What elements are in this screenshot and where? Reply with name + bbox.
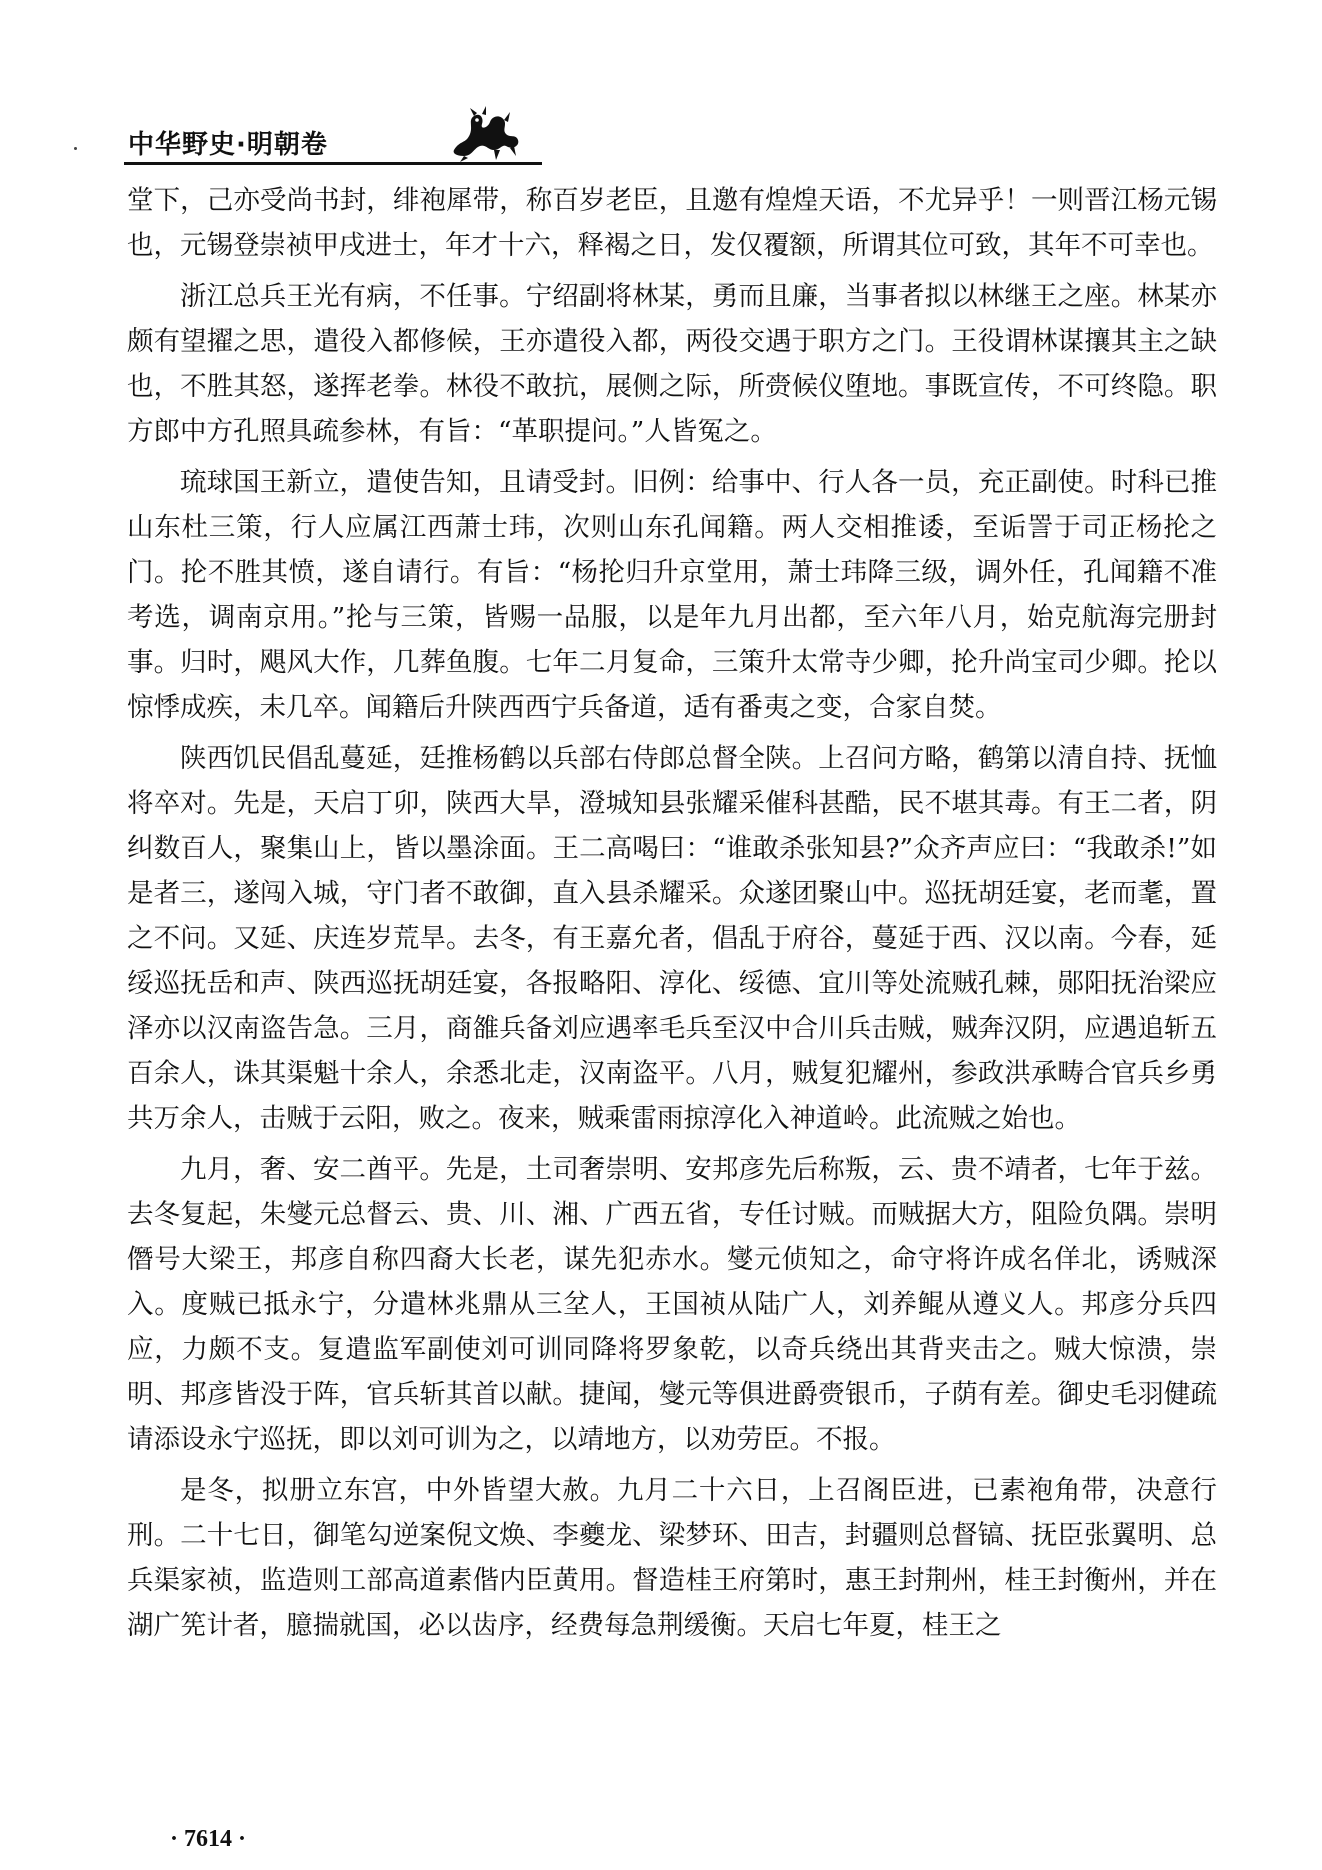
paragraph: 堂下，己亦受尚书封，绯袍犀带，称百岁老臣，且邀有煌煌天语，不尤异乎！一则晋江杨元锡也，元锡登崇祯甲戌进士，年才十六，释褐之日，发仅覆额，所谓其位可致，其年不可幸也。 [127, 185, 1217, 261]
header-title: 中华野史·明朝卷 [128, 130, 328, 160]
paragraph: 是冬，拟册立东宫，中外皆望大赦。九月二十六日，上召阁臣进，已素袍角带，决意行刑。二十七日，御笔勾逆案倪文焕、李夔龙、梁梦环、田吉，封疆则总督镐、抚臣张翼明、总兵渠家祯，监造则工部高道素偕内臣黄用。督造桂王府第时，惠王封荆州，桂王封衡州，并在湖广筅计者，臆揣就国，必以齿序，经费每急荆缓衡。天启七年夏，桂王之 [127, 1475, 1217, 1641]
page-number: · 7614 · [170, 1826, 247, 1852]
paragraph: 陕西饥民倡乱蔓延，廷推杨鹤以兵部右侍郎总督全陕。上召问方略，鹤第以清自持、抚恤将卒对。先是，天启丁卯，陕西大旱，澄城知县张耀采催科甚酷，民不堪其毒。有王二者，阴纠数百人，聚集山上，皆以墨涂面。王二高喝曰：“谁敢杀张知县?”众齐声应曰：“我敢杀!”如是者三，遂闯入城，守门者不敢御，直入县杀耀采。众遂团聚山中。巡抚胡廷宴，老而耄，置之不问。又延、庆连岁荒旱。去冬，有王嘉允者，倡乱于府谷，蔓延于西、汉以南。今春，延绥巡抚岳和声、陕西巡抚胡廷宴，各报略阳、淳化、绥德、宜川等处流贼孔棘，郧阳抚治梁应泽亦以汉南盗告急。三月，商雒兵备刘应遇率毛兵至汉中合川兵击贼，贼奔汉阴，应遇追斩五百余人，诛其渠魁十余人，余悉北走，汉南盗平。八月，贼复犯耀州，参政洪承畴合官兵乡勇共万余人，击贼于云阳，败之。夜来，贼乘雷雨掠淳化入神道岭。此流贼之始也。 [127, 743, 1217, 1134]
dragon-icon [444, 104, 524, 164]
scan-speck [74, 147, 77, 150]
paragraph: 琉球国王新立，遣使告知，且请受封。旧例：给事中、行人各一员，充正副使。时科已推山东杜三策，行人应属江西萧士玮，次则山东孔闻籍。两人交相推诿，至诟詈于司正杨抡之门。抡不胜其愤，遂自请行。有旨：“杨抡归升京堂用，萧士玮降三级，调外任，孔闻籍不准考选，调南京用。”抡与三策，皆赐一品服，以是年九月出都，至六年八月，始克航海完册封事。归时，飓风大作，几葬鱼腹。七年二月复命，三策升太常寺少卿，抡升尚宝司少卿。抡以惊悸成疾，未几卒。闻籍后升陕西西宁兵备道，适有番夷之变，合家自焚。 [127, 467, 1217, 723]
paragraph: 浙江总兵王光有病，不任事。宁绍副将林某，勇而且廉，当事者拟以林继王之座。林某亦颇有望擢之思，遣役入都修候，王亦遣役入都，两役交遇于职方之门。王役谓林谋攘其主之缺也，不胜其怒，遂挥老拳。林役不敢抗，展侧之际，所赍候仪堕地。事既宣传，不可终隐。职方郎中方孔照具疏参林，有旨：“革职提问。”人皆冤之。 [127, 281, 1217, 447]
body-text [127, 178, 1217, 1798]
paragraph: 九月，奢、安二酋平。先是，土司奢崇明、安邦彦先后称叛，云、贵不靖者，七年于兹。去冬复起，朱燮元总督云、贵、川、湘、广西五省，专任讨贼。而贼据大方，阻险负隅。崇明僭号大梁王，邦彦自称四裔大长老，谋先犯赤水。燮元侦知之，命守将许成名佯北，诱贼深入。度贼已抵永宁，分遣林兆鼎从三坌人，王国祯从陆广人，刘养鲲从遵义人。邦彦分兵四应，力颇不支。复遣监军副使刘可训同降将罗象乾，以奇兵绕出其背夹击之。贼大惊溃，崇明、邦彦皆没于阵，官兵斩其首以献。捷闻，燮元等俱进爵赍银币，子荫有差。御史毛羽健疏请添设永宁巡抚，即以刘可训为之，以靖地方，以劝劳臣。不报。 [127, 1154, 1217, 1455]
header-rule [124, 162, 542, 165]
running-header [124, 104, 544, 168]
